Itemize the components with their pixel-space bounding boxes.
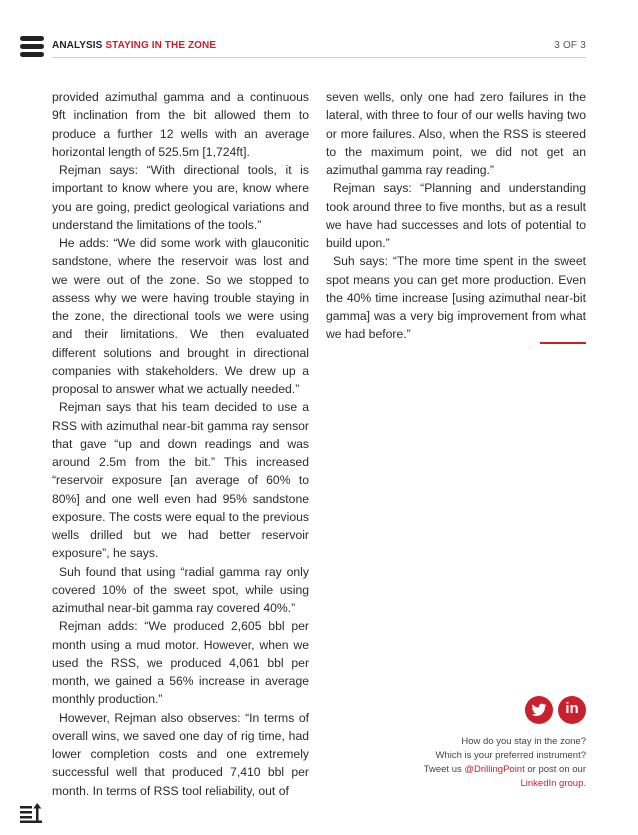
header-title	[52, 40, 216, 51]
twitter-handle-link[interactable]: @DrillingPoint	[464, 764, 525, 775]
end-of-article-rule	[540, 342, 586, 344]
paragraph: Suh says: “The more time spent in the sweet spot means you can get more production. Even the 40% time increase [using azimuthal near-bit gamma] was a very big improvement from what we had before.”	[326, 254, 586, 342]
paragraph: provided azimuthal gamma and a continuous 9ft inclination from the bit allowed them to produce a further 12 wells with an average horizontal length of 525.5m [1,724ft].	[52, 90, 309, 159]
cta-text: Tweet us	[423, 764, 465, 775]
left-column	[52, 88, 309, 800]
topic-label: STAYING IN THE ZONE	[105, 40, 217, 51]
menu-icon[interactable]	[20, 36, 44, 60]
paragraph: Rejman says that his team decided to use a RSS with azimuthal near-bit gamma ray sensor that gave “up and down readings and was around 2.5m from the bit.” This increased “reservoir exposure [an average of 60% to 80%] and one well even had 95% sandstone exposure. The costs were equal to the previous wells drilled but we had better reservoir exposure”, he says.	[52, 400, 309, 561]
linkedin-group-link[interactable]: LinkedIn group.	[520, 778, 586, 789]
paragraph: Rejman says: “Planning and understanding took around three to five months, but as a result we have had successes and lots of potential to build upon.”	[326, 181, 586, 250]
paragraph: However, Rejman also observes: “In terms of overall wins, we saved one day of rig time, had lower completion costs and one extremely successful well that produced 7,410 bbl per month. In terms of RSS tool reliability, out of	[52, 710, 309, 798]
paragraph: Rejman adds: “We produced 2,605 bbl per month using a mud motor. However, when we used the RSS, we produced 4,061 bbl per month, we gained a 56% increase in average monthly production.”	[52, 619, 309, 707]
header-divider	[52, 57, 586, 58]
paragraph: Suh found that using “radial gamma ray only covered 10% of the sweet spot, while using azimuthal near-bit gamma ray covered 40%.”	[52, 564, 309, 615]
cta-line: How do you stay in the zone?	[461, 736, 586, 747]
page-indicator: 3 OF 3	[554, 40, 586, 51]
linkedin-glyph: in	[565, 700, 579, 717]
back-to-top-icon[interactable]	[20, 803, 42, 823]
paragraph: seven wells, only one had zero failures in the lateral, with three to four of our wells having two or more failures. Also, when the RSS is steered to the maximum point, we did not get an azimuthal gamma ray reading.”	[326, 90, 586, 177]
linkedin-icon[interactable]	[558, 696, 586, 724]
call-to-action	[346, 735, 586, 791]
cta-line	[346, 763, 586, 777]
right-column	[326, 88, 586, 344]
paragraph: Rejman says: “With directional tools, it is important to know where you are, know where you are going, predict geological variations and understand the limitations of the tools.”	[52, 163, 309, 232]
cta-line: Which is your preferred instrument?	[435, 750, 586, 761]
section-label: ANALYSIS	[52, 40, 103, 51]
cta-text: or post on our	[524, 764, 586, 775]
twitter-icon[interactable]	[525, 696, 553, 724]
paragraph: He adds: “We did some work with glauconitic sandstone, where the reservoir was lost and we were out of the zone. So we stopped to assess why we were having trouble staying in the zone, the directional tools we were using and their limitations. We then evaluated different solutions and brought in directional companies with stakeholders. We drew up a proposal to answer what we actually needed.”	[52, 236, 309, 396]
